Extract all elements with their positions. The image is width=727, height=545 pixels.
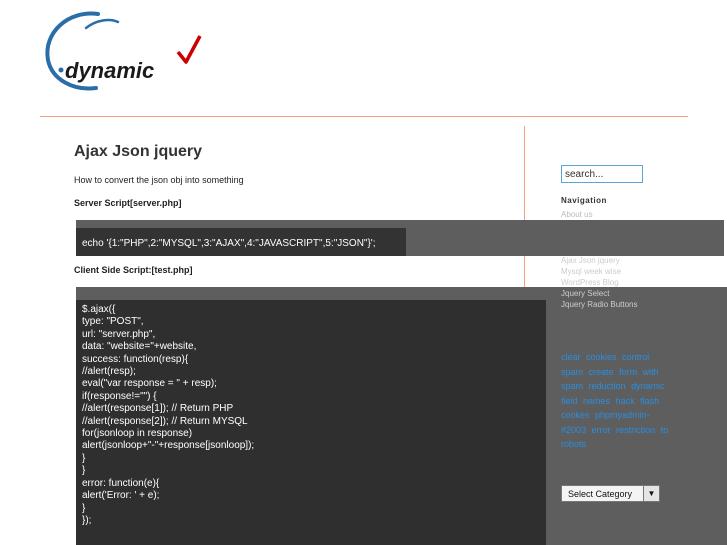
server-script-label: Server Script[server.php] xyxy=(74,198,182,208)
code-line: //alert(response[1]); // Return PHP xyxy=(82,403,234,415)
nav-item[interactable]: Jquery Select xyxy=(561,289,610,298)
tag-link[interactable]: flash xyxy=(640,395,660,406)
category-select-label: Select Category xyxy=(568,489,633,499)
client-script-label: Client Side Script:[test.php] xyxy=(74,265,193,275)
tag-link[interactable]: control xyxy=(622,352,650,362)
code-line: } xyxy=(82,452,86,464)
server-code-line: echo '{1:"PHP",2:"MYSQL",3:"AJAX",4:"JAVASCRIPT",5:"JSON"}'; xyxy=(82,238,376,249)
nav-item[interactable]: WordPress Blog xyxy=(561,278,619,287)
nav-item[interactable]: Jquery Radio Buttons xyxy=(561,300,638,309)
tag-link[interactable]: hack xyxy=(615,395,635,406)
header-divider xyxy=(40,116,688,117)
code-line: //alert(response[2]); // Return MYSQL xyxy=(82,415,248,427)
code-line: data: "website="+website, xyxy=(82,341,197,353)
nav-item[interactable]: About us xyxy=(561,210,593,219)
tag-link[interactable]: form xyxy=(619,366,638,377)
code-line: for(jsonloop in response) xyxy=(82,428,193,440)
code-line: }); xyxy=(82,514,92,526)
tag-link[interactable]: spam xyxy=(561,366,584,377)
code-line: alert('Error: ' + e); xyxy=(82,490,160,502)
code-line: url: "server.php", xyxy=(82,328,156,340)
nav-item[interactable]: Ajax Json jquery xyxy=(561,256,620,265)
nav-item[interactable]: Mysql week wise xyxy=(561,267,622,276)
nav-list-bottom xyxy=(561,255,638,310)
chevron-down-icon[interactable]: ▼ xyxy=(643,486,659,501)
tag-link[interactable]: create xyxy=(588,366,614,377)
tag-link[interactable]: clear xyxy=(561,352,581,362)
code-line: if(response!="") { xyxy=(82,390,157,402)
code-line: //alert(resp); xyxy=(82,366,136,378)
code-line: $.ajax({ xyxy=(82,304,116,315)
code-line: alert(jsonloop+"-"+response[jsonloop]); xyxy=(82,440,255,452)
post-title[interactable]: Ajax Json jquery xyxy=(74,143,203,160)
tag-link[interactable]: cookies xyxy=(586,352,617,362)
tag-link[interactable]: reduction xyxy=(588,381,626,391)
nav-list-top xyxy=(561,209,593,220)
tag-link[interactable]: cookes xyxy=(561,410,590,420)
code-line: } xyxy=(82,502,86,514)
search-input[interactable] xyxy=(561,165,643,183)
code-line: success: function(resp){ xyxy=(82,353,189,365)
tag-link[interactable]: to xyxy=(660,424,669,435)
post-intro: How to convert the json obj into something xyxy=(74,175,244,185)
tag-link[interactable]: restriction xyxy=(616,424,656,435)
tag-link[interactable]: with xyxy=(642,366,659,377)
site-logo[interactable] xyxy=(38,8,208,103)
tag-link[interactable]: names xyxy=(583,395,611,406)
tag-link[interactable]: #2003 xyxy=(561,424,587,435)
client-code-lines xyxy=(82,304,254,527)
tag-cloud xyxy=(561,350,676,452)
tag-link[interactable]: field xyxy=(561,395,578,406)
tag-link[interactable]: error xyxy=(591,424,611,435)
tag-link[interactable]: robots xyxy=(561,439,587,449)
code-line: eval("var response = " + resp); xyxy=(82,378,217,390)
category-select[interactable] xyxy=(561,485,660,502)
code-line: } xyxy=(82,465,86,477)
navigation-heading: Navigation xyxy=(561,196,607,205)
tag-link[interactable]: spam xyxy=(561,381,584,391)
tag-link[interactable]: phpmyadmin- xyxy=(595,410,650,420)
code-line: type: "POST", xyxy=(82,316,144,328)
tag-link[interactable]: dynamic xyxy=(631,381,665,391)
logo-wordmark: dynamic xyxy=(65,58,155,83)
code-line: error: function(e){ xyxy=(82,477,160,489)
